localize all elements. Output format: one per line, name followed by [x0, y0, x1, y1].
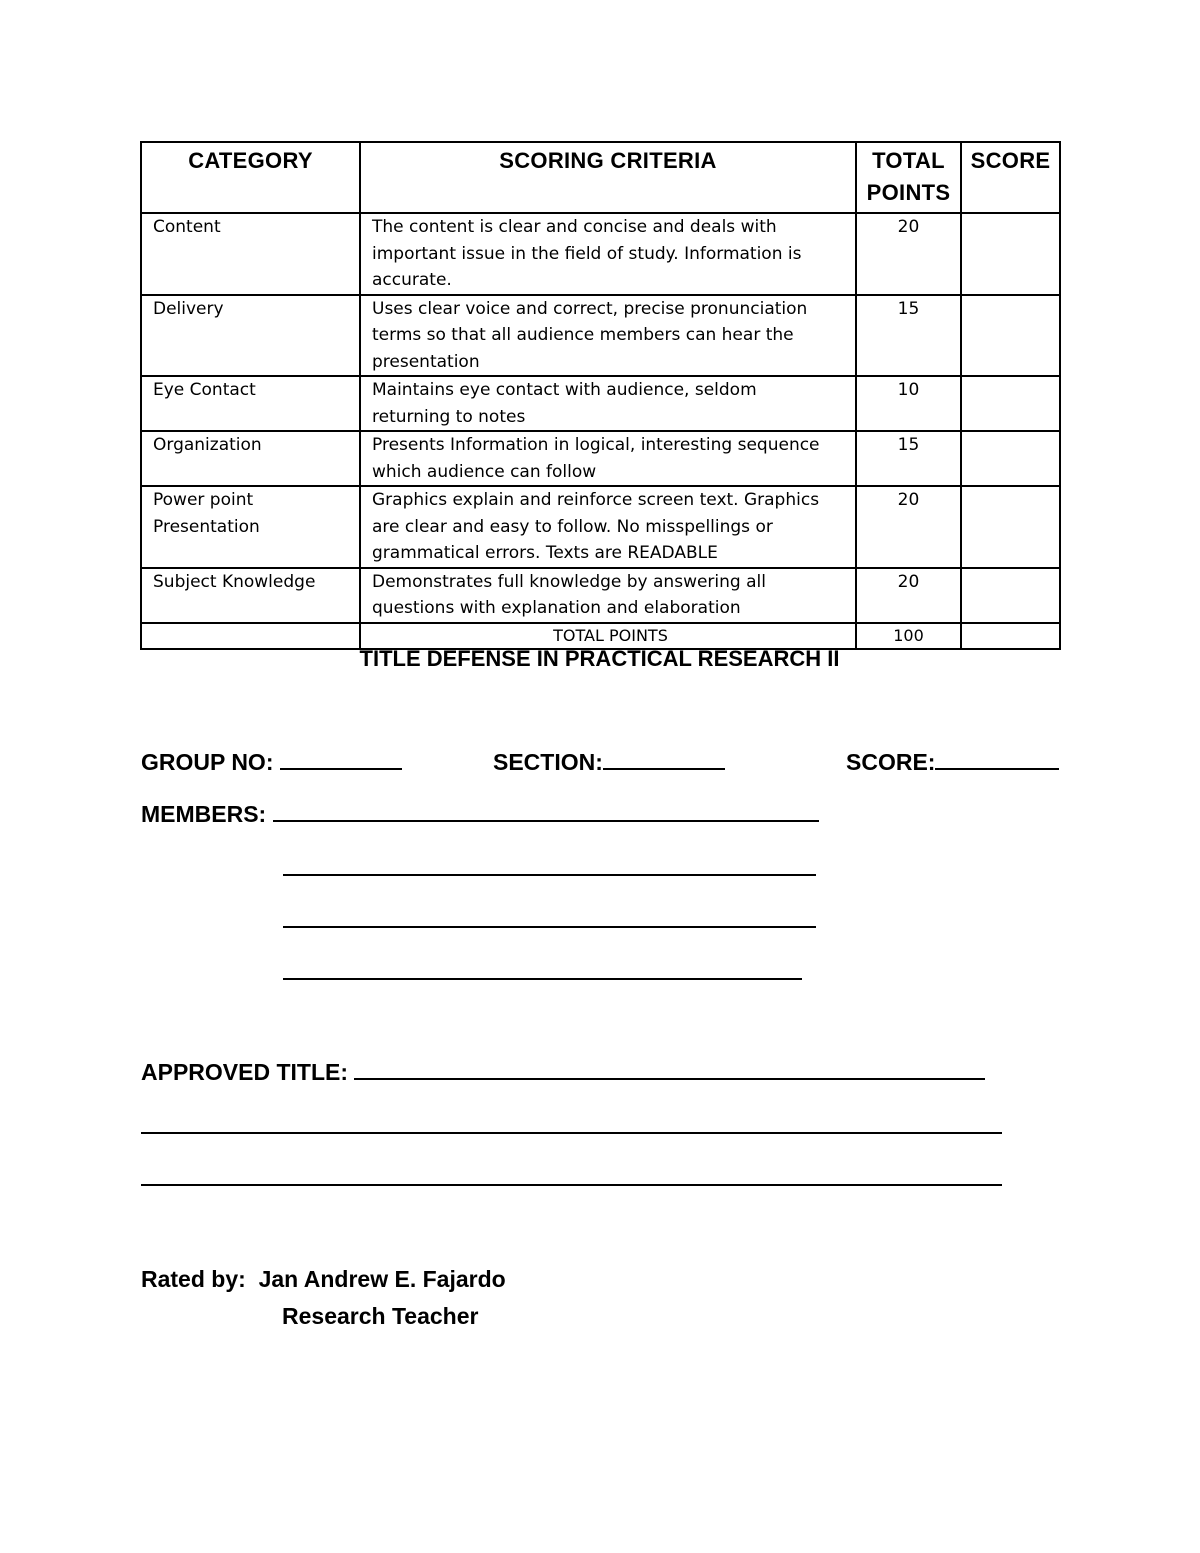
category-cell [141, 486, 360, 568]
criteria-line: Presents Information in logical, interesting sequence [372, 435, 820, 455]
approved-title-label: APPROVED TITLE: [141, 1059, 349, 1085]
rubric-header-row [141, 142, 1060, 213]
category-cell: Organization [141, 431, 360, 486]
member-blank-3[interactable] [283, 926, 816, 928]
rated-by-label: Rated by: [141, 1266, 246, 1292]
section-label: SECTION: [493, 749, 603, 775]
rubric-row-eye-contact [141, 376, 1060, 431]
total-points-label: TOTAL POINTS [360, 623, 856, 649]
rater-name: Jan Andrew E. Fajardo [258, 1266, 506, 1292]
rubric-row-content [141, 213, 1060, 295]
header-scoring-criteria: SCORING CRITERIA [360, 142, 856, 213]
score-blank[interactable] [935, 746, 1059, 770]
criteria-line: The content is clear and concise and deals with [372, 217, 777, 237]
category-cell: Content [141, 213, 360, 295]
points-cell: 20 [856, 486, 961, 568]
members-field [141, 798, 819, 829]
approved-title-blank-1[interactable] [354, 1056, 985, 1080]
score-cell[interactable] [961, 295, 1060, 377]
rubric-row-delivery [141, 295, 1060, 377]
group-no-blank[interactable] [280, 746, 402, 770]
category-line: Presentation [153, 516, 260, 537]
header-total-points-line1: TOTAL [872, 148, 945, 173]
header-total-points-line2: POINTS [866, 180, 951, 205]
points-cell: 15 [856, 431, 961, 486]
approved-title-blank-2[interactable] [141, 1132, 1002, 1134]
criteria-line: presentation [372, 351, 480, 372]
criteria-cell [360, 295, 856, 377]
criteria-cell [360, 486, 856, 568]
category-cell: Eye Contact [141, 376, 360, 431]
criteria-line: Demonstrates full knowledge by answering all [372, 571, 766, 592]
rubric-row-organization [141, 431, 1060, 486]
criteria-line: returning to notes [372, 406, 526, 427]
rater-role: Research Teacher [282, 1303, 479, 1329]
approved-title-blank-3[interactable] [141, 1184, 1002, 1186]
header-score: SCORE [961, 142, 1060, 213]
criteria-cell [360, 568, 856, 623]
points-cell: 20 [856, 568, 961, 623]
category-line: Power point [153, 490, 254, 510]
score-cell[interactable] [961, 486, 1060, 568]
criteria-cell [360, 213, 856, 295]
group-no-field [141, 746, 402, 777]
criteria-line: are clear and easy to follow. No misspellings or [372, 516, 773, 537]
criteria-line: which audience can follow [372, 461, 597, 482]
page-title: TITLE DEFENSE IN PRACTICAL RESEARCH II [359, 646, 840, 671]
rubric-row-power-point [141, 486, 1060, 568]
criteria-line: important issue in the field of study. Information is [372, 243, 802, 264]
criteria-line: terms so that all audience members can hear the [372, 325, 794, 345]
total-points-value: 100 [856, 623, 961, 649]
criteria-cell [360, 431, 856, 486]
member-blank-1[interactable] [273, 798, 819, 822]
criteria-line: grammatical errors. Texts are READABLE [372, 543, 718, 563]
members-label: MEMBERS: [141, 801, 267, 827]
rubric-table [140, 141, 1061, 650]
criteria-line: questions with explanation and elaboration [372, 598, 741, 618]
score-cell[interactable] [961, 431, 1060, 486]
criteria-cell [360, 376, 856, 431]
category-cell: Delivery [141, 295, 360, 377]
criteria-line: Maintains eye contact with audience, seldom [372, 380, 757, 400]
member-blank-2[interactable] [283, 874, 816, 876]
section-field [493, 746, 725, 777]
points-cell: 15 [856, 295, 961, 377]
category-cell: Subject Knowledge [141, 568, 360, 623]
points-cell: 20 [856, 213, 961, 295]
score-cell[interactable] [961, 213, 1060, 295]
section-blank[interactable] [603, 746, 725, 770]
header-category: CATEGORY [141, 142, 360, 213]
criteria-line: accurate. [372, 270, 452, 290]
points-cell: 10 [856, 376, 961, 431]
score-label: SCORE: [846, 749, 936, 775]
rated-by [141, 1264, 506, 1294]
score-cell[interactable] [961, 376, 1060, 431]
rubric-row-subject-knowledge [141, 568, 1060, 623]
criteria-line: Graphics explain and reinforce screen text. Graphics [372, 490, 820, 510]
criteria-line: Uses clear voice and correct, precise pronunciation [372, 298, 808, 319]
member-blank-4[interactable] [283, 978, 802, 980]
score-cell[interactable] [961, 568, 1060, 623]
approved-title-field [141, 1056, 985, 1087]
score-field [846, 746, 1059, 777]
group-no-label: GROUP NO: [141, 749, 274, 775]
header-total-points [856, 142, 961, 213]
